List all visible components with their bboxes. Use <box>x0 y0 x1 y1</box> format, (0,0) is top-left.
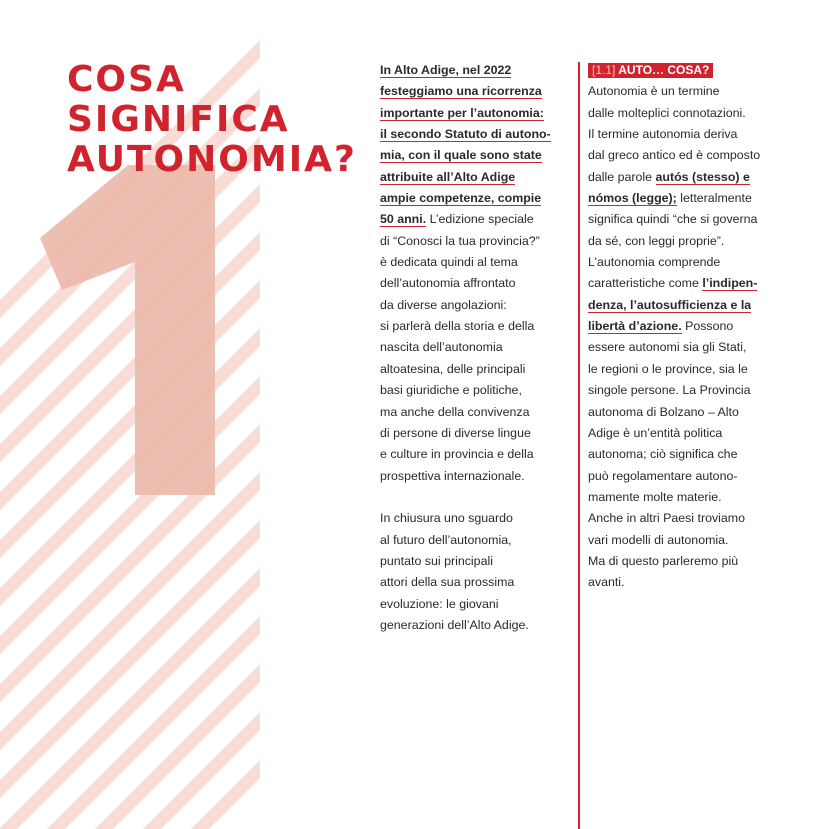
text-line <box>380 380 572 401</box>
section-number: [1.1] <box>592 63 616 77</box>
text: è dedicata quindi al tema <box>380 255 518 270</box>
text-line <box>380 252 572 273</box>
title-line: COSA <box>67 59 186 100</box>
text-line <box>588 188 808 209</box>
paragraph-gap <box>380 487 572 508</box>
text-line <box>588 402 808 423</box>
text: Possono <box>681 319 734 334</box>
text-line <box>588 551 808 572</box>
text-line <box>588 359 808 380</box>
highlighted-text: nómos (legge); <box>588 191 677 206</box>
highlighted-text: attribuite all’Alto Adige <box>380 169 516 184</box>
text: autonoma di Bolzano – Alto <box>588 404 739 419</box>
text: In chiusura uno sguardo <box>380 511 513 526</box>
text-line <box>380 615 572 636</box>
text: di persone di diverse lingue <box>380 425 531 440</box>
text-line <box>380 551 572 572</box>
text-line <box>588 423 808 444</box>
highlighted-text: mia, con il quale sono state <box>380 148 542 163</box>
text-line <box>380 402 572 423</box>
text: ma anche della convivenza <box>380 404 530 419</box>
text: altoatesina, delle principali <box>380 361 526 376</box>
text-line <box>588 466 808 487</box>
text-line <box>380 572 572 593</box>
text: da sé, con leggi proprie”. <box>588 233 725 248</box>
text: L’edizione speciale <box>426 212 534 227</box>
text: dalle molteplici connotazioni. <box>588 105 746 120</box>
column-divider <box>578 62 580 829</box>
text-line <box>380 466 572 487</box>
text-line <box>588 337 808 358</box>
text: caratteristiche come <box>588 276 703 291</box>
highlighted-text: autós (stesso) e <box>655 169 750 184</box>
text: L’autonomia comprende <box>588 255 721 270</box>
stripe <box>191 760 260 829</box>
text-line <box>380 188 572 209</box>
text-line <box>588 231 808 252</box>
text-line <box>380 594 572 615</box>
highlighted-text: il secondo Statuto di autono- <box>380 127 551 142</box>
text-line <box>588 209 808 230</box>
text: puntato sui principali <box>380 553 493 568</box>
text-line <box>380 145 572 166</box>
text: dell’autonomia affrontato <box>380 276 516 291</box>
highlighted-text: 50 anni. <box>380 212 427 227</box>
text-line <box>588 508 808 529</box>
text-line <box>380 103 572 124</box>
text: evoluzione: le giovani <box>380 596 499 611</box>
text: Il termine autonomia deriva <box>588 127 738 142</box>
text-line <box>380 124 572 145</box>
text-line <box>588 81 808 102</box>
text-line <box>380 530 572 551</box>
text-line <box>380 295 572 316</box>
text: e culture in provincia e della <box>380 447 534 462</box>
text: mamente molte materie. <box>588 489 722 504</box>
text: da diverse angolazioni: <box>380 297 507 312</box>
text-line <box>588 273 808 294</box>
sidebar-column <box>588 60 808 594</box>
text: Autonomia è un termine <box>588 84 720 99</box>
highlighted-text: denza, l’autosufficienza e la <box>588 297 752 312</box>
text: attori della sua prossima <box>380 575 515 590</box>
text: dalle parole <box>588 169 656 184</box>
text: Anche in altri Paesi troviamo <box>588 511 746 526</box>
text-line <box>588 380 808 401</box>
text-line <box>588 487 808 508</box>
text-line <box>588 167 808 188</box>
text-line <box>380 209 572 230</box>
text: dal greco antico ed è composto <box>588 148 761 163</box>
text-line <box>588 124 808 145</box>
text-line <box>380 444 572 465</box>
text-line <box>588 103 808 124</box>
highlighted-text: libertà d’azione. <box>588 319 682 334</box>
section-label: AUTO… COSA? <box>618 63 710 77</box>
text-line <box>380 273 572 294</box>
text-line <box>588 252 808 273</box>
text-line <box>588 530 808 551</box>
text: può regolamentare autono- <box>588 468 738 483</box>
text: nascita dell’autonomia <box>380 340 503 355</box>
text: letteralmente <box>676 191 752 206</box>
text-line <box>380 167 572 188</box>
text: singole persone. La Provincia <box>588 383 751 398</box>
highlighted-text: importante per l’autonomia: <box>380 105 544 120</box>
text-line <box>588 145 808 166</box>
text: al futuro dell’autonomia, <box>380 532 512 547</box>
highlighted-text: ampie competenze, compie <box>380 191 542 206</box>
highlighted-text: In Alto Adige, nel 2022 <box>380 63 512 77</box>
text-line <box>380 508 572 529</box>
text-line <box>380 316 572 337</box>
section-badge <box>588 63 713 78</box>
text-line <box>380 359 572 380</box>
text: generazioni dell’Alto Adige. <box>380 617 529 632</box>
text-line <box>380 423 572 444</box>
text: di “Conosci la tua provincia?” <box>380 233 540 248</box>
intro-column <box>380 60 572 636</box>
text: vari modelli di autonomia. <box>588 532 729 547</box>
text: prospettiva internazionale. <box>380 468 525 483</box>
text: Adige è un’entità politica <box>588 425 723 440</box>
text-line <box>588 444 808 465</box>
text: le regioni o le province, sia le <box>588 361 748 376</box>
highlighted-text: l’indipen- <box>702 276 758 291</box>
text: Ma di questo parleremo più <box>588 553 739 568</box>
highlighted-text: festeggiamo una ricorrenza <box>380 84 542 99</box>
text-line <box>588 316 808 337</box>
text-line <box>380 60 572 81</box>
text-line <box>588 572 808 593</box>
text-line <box>380 81 572 102</box>
title-line: AUTONOMIA? <box>67 139 357 180</box>
text: autonoma; ciò significa che <box>588 447 738 462</box>
text-line <box>380 231 572 252</box>
text: si parlerà della storia e della <box>380 319 535 334</box>
text: essere autonomi sia gli Stati, <box>588 340 747 355</box>
text-line <box>588 295 808 316</box>
text: basi giuridiche e politiche, <box>380 383 522 398</box>
title-line: SIGNIFICA <box>67 99 290 140</box>
text: avanti. <box>588 575 625 590</box>
text: significa quindi “che si governa <box>588 212 758 227</box>
text-line <box>380 337 572 358</box>
page-title <box>67 60 357 180</box>
